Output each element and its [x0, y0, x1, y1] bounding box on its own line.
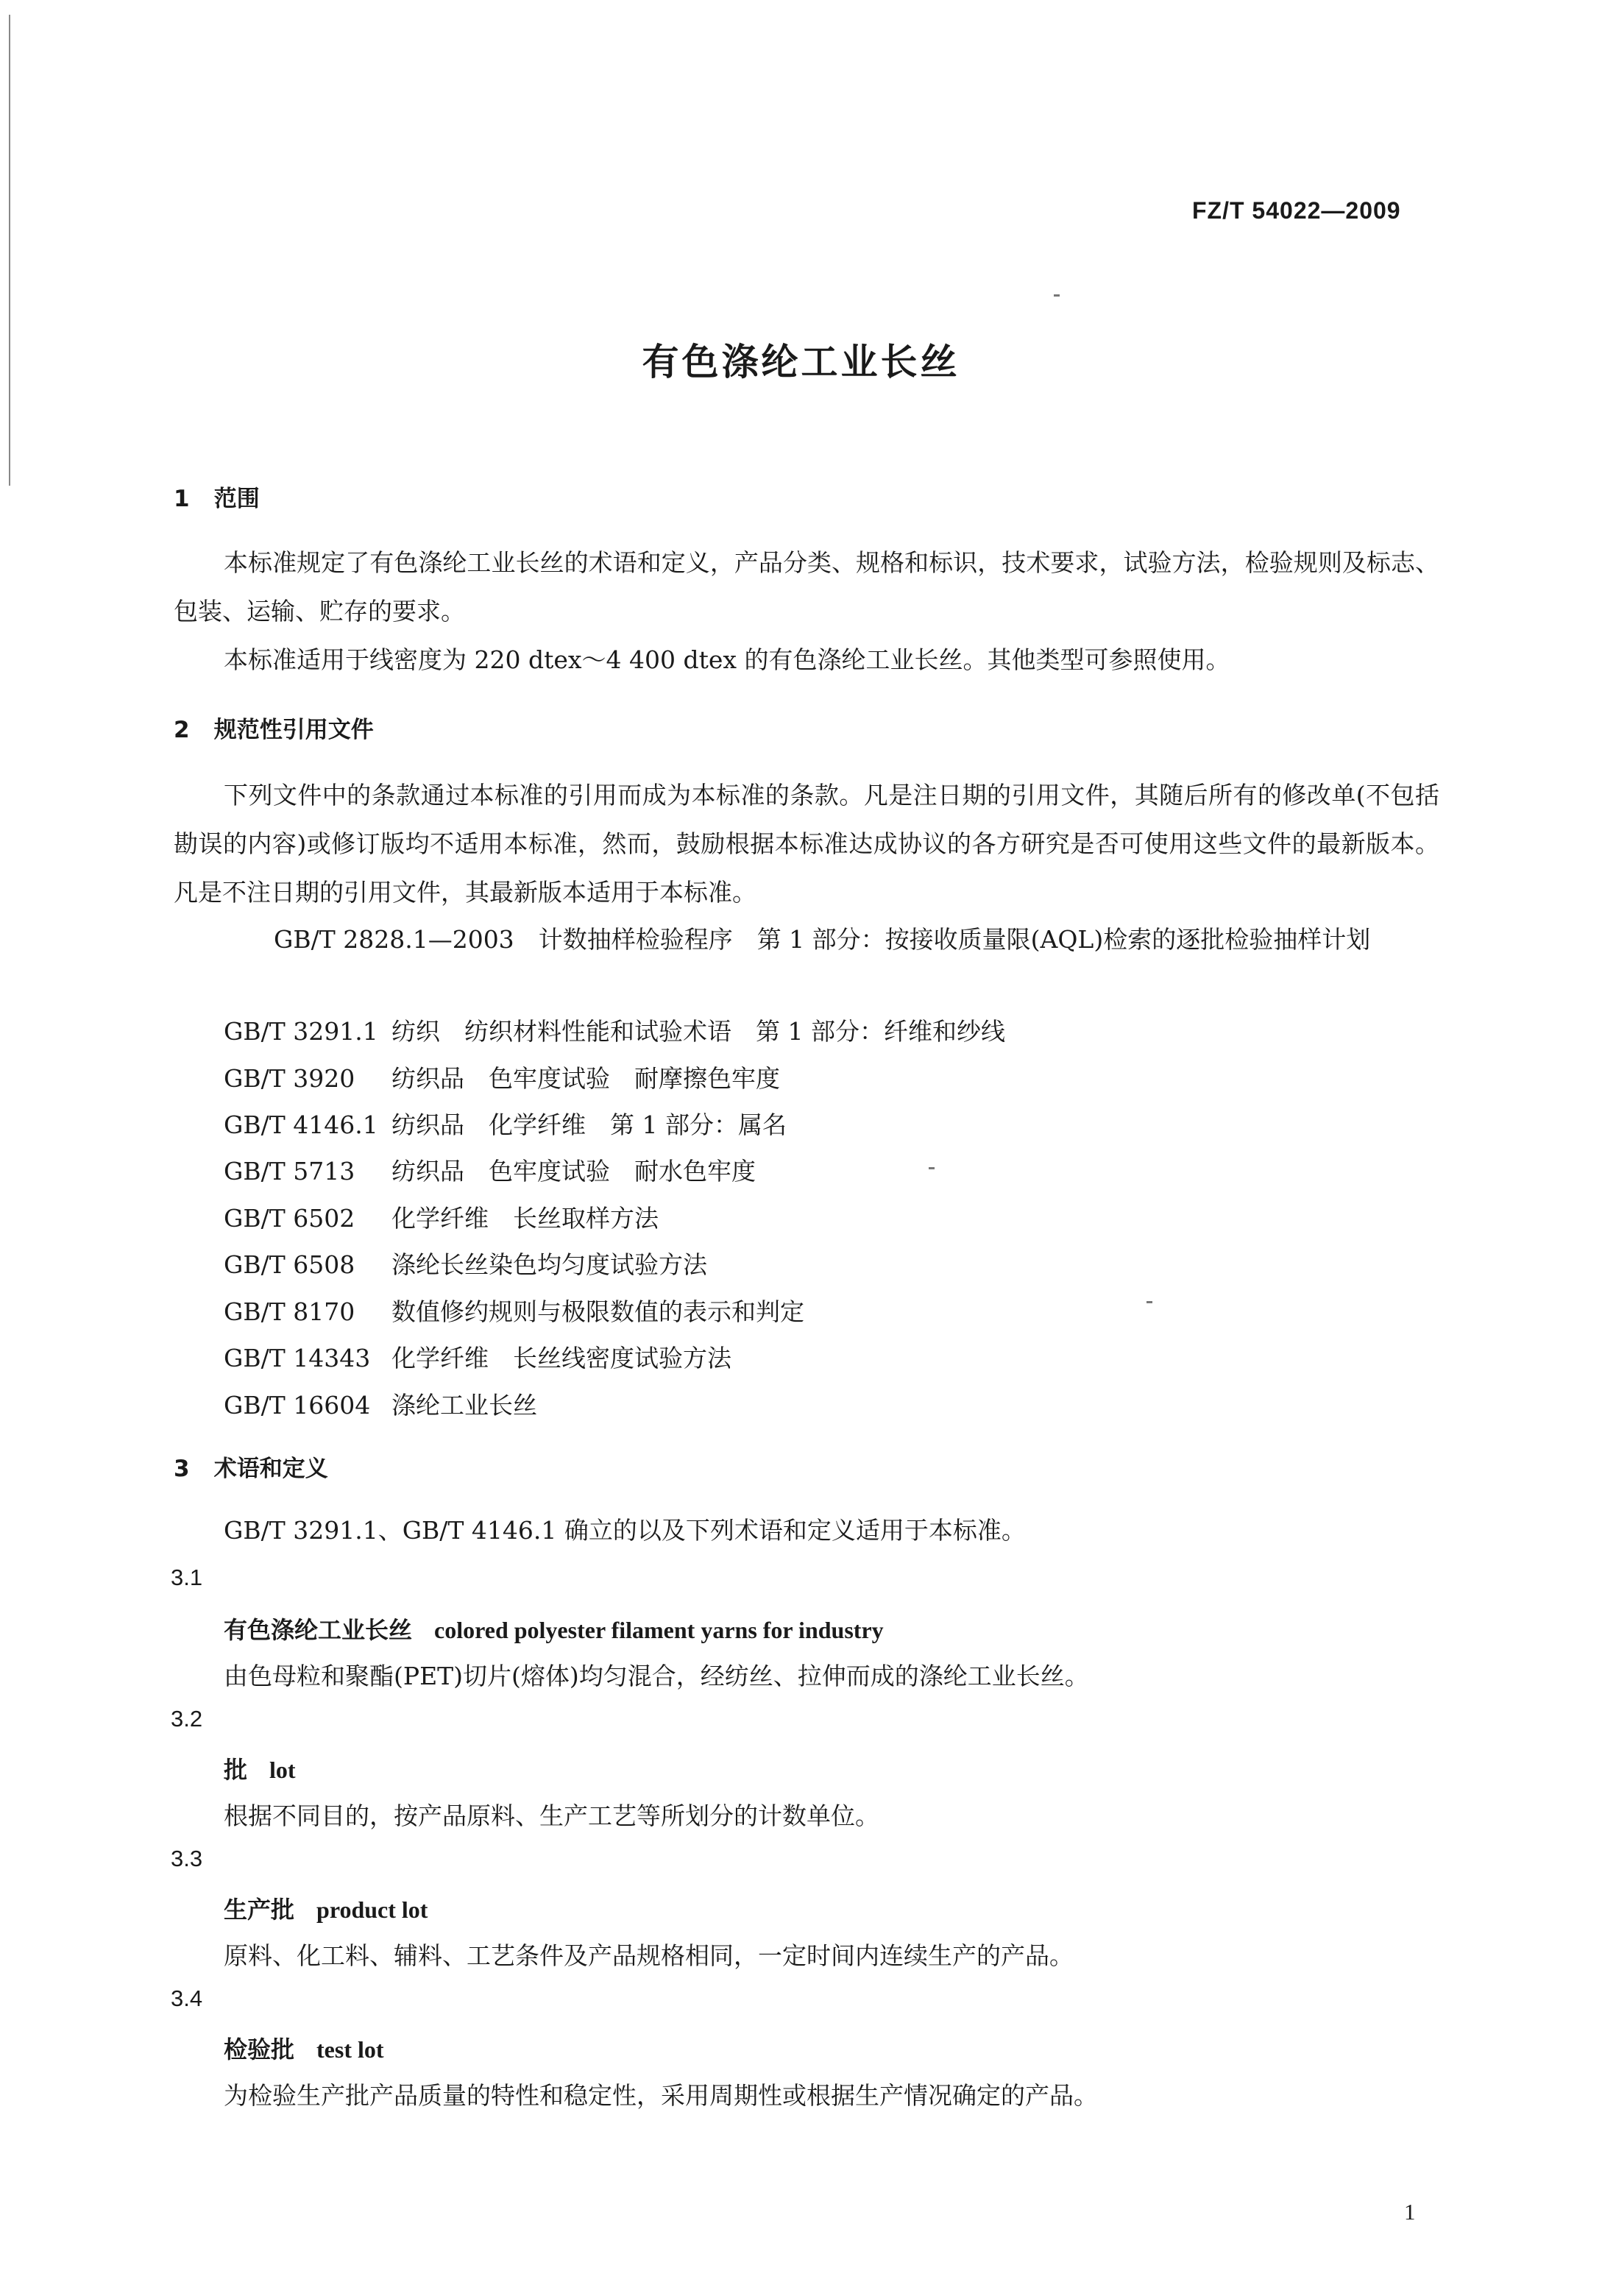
- reference-item: [174, 915, 1439, 964]
- reference-title: 化学纤维 长丝取样方法: [391, 1204, 659, 1233]
- standard-code: FZ/T 54022—2009: [1192, 197, 1401, 224]
- reference-code: GB/T 5713: [224, 1157, 355, 1186]
- reference-title: 纺织品 化学纤维 第 1 部分：属名: [391, 1110, 787, 1139]
- reference-title: 纺织 纺织材料性能和试验术语 第 1 部分：纤维和纱线: [391, 1017, 1005, 1046]
- term-en: lot: [269, 1757, 296, 1783]
- section-heading-normative: [174, 711, 374, 744]
- term-heading: [224, 1751, 296, 1785]
- term-en: colored polyester filament yarns for industry: [434, 1617, 884, 1643]
- term-definition: 根据不同目的，按产品原料、生产工艺等所划分的计数单位。: [224, 1801, 879, 1830]
- page-number: 1: [1404, 2199, 1416, 2225]
- reference-title: 化学纤维 长丝线密度试验方法: [391, 1344, 731, 1372]
- term-heading: [224, 2031, 384, 2065]
- reference-item: [224, 1152, 756, 1187]
- term-number: 3.1: [171, 1565, 203, 1590]
- reference-item: [224, 1106, 787, 1141]
- section-heading-scope: [174, 480, 260, 513]
- scope-paragraph-1: 本标准规定了有色涤纶工业长丝的术语和定义，产品分类、规格和标识，技术要求，试验方法，检验规则及标志、包装、运输、贮存的要求。: [174, 548, 1439, 626]
- reference-item: [224, 1013, 1005, 1047]
- reference-title: 数值修约规则与极限数值的表示和判定: [391, 1297, 804, 1326]
- reference-code: GB/T 16604: [224, 1391, 371, 1420]
- scan-speck: [929, 1167, 935, 1169]
- term-definition: 由色母粒和聚酯(PET)切片(熔体)均匀混合，经纺丝、拉伸而成的涤纶工业长丝。: [224, 1662, 1089, 1690]
- term-zh: 检验批: [224, 2035, 295, 2063]
- reference-title: 纺织品 色牢度试验 耐摩擦色牢度: [391, 1064, 780, 1093]
- section-title: 范围: [213, 486, 260, 512]
- term-number: 3.2: [171, 1706, 203, 1732]
- reference-code: GB/T 4146.1: [224, 1110, 378, 1139]
- reference-item: [224, 1339, 731, 1374]
- reference-item: [224, 1246, 707, 1280]
- term-number: 3.3: [171, 1846, 203, 1871]
- scan-speck: [1054, 294, 1060, 297]
- section-number: 3: [174, 1456, 190, 1482]
- term-heading: [224, 1891, 428, 1925]
- section-heading-terms: [174, 1450, 328, 1483]
- reference-item: [224, 1386, 537, 1421]
- reference-code: GB/T 6508: [224, 1250, 355, 1279]
- reference-code: GB/T 3291.1: [224, 1017, 378, 1046]
- term-heading: [224, 1612, 884, 1645]
- reference-title: 涤纶长丝染色均匀度试验方法: [391, 1250, 707, 1279]
- terms-intro: GB/T 3291.1、GB/T 4146.1 确立的以及下列术语和定义适用于本标准。: [224, 1516, 1026, 1545]
- term-number: 3.4: [171, 1985, 203, 2011]
- section-number: 1: [174, 486, 190, 512]
- term-en: test lot: [316, 2036, 384, 2063]
- term-definition: 原料、化工料、辅料、工艺条件及产品规格相同，一定时间内连续生产的产品。: [224, 1941, 1074, 1970]
- reference-code: GB/T 14343: [224, 1344, 371, 1372]
- reference-title: 涤纶工业长丝: [391, 1391, 537, 1420]
- reference-item: [224, 1060, 780, 1094]
- reference-title: 计数抽样检验程序 第 1 部分：按接收质量限(AQL)检索的逐批检验抽样计划: [538, 925, 1371, 954]
- reference-code: GB/T 8170: [224, 1297, 355, 1326]
- reference-code: GB/T 6502: [224, 1204, 355, 1233]
- reference-code: GB/T 2828.1—2003: [274, 925, 514, 954]
- binding-edge-mark: [9, 15, 10, 486]
- reference-item: [224, 1293, 804, 1328]
- section-title: 规范性引用文件: [213, 717, 374, 743]
- term-definition: 为检验生产批产品质量的特性和稳定性，采用周期性或根据生产情况确定的产品。: [224, 2081, 1098, 2110]
- section-title: 术语和定义: [213, 1456, 328, 1482]
- scan-speck: [1146, 1301, 1152, 1303]
- reference-title: 纺织品 色牢度试验 耐水色牢度: [391, 1157, 756, 1186]
- reference-code: GB/T 3920: [224, 1064, 355, 1093]
- term-en: product lot: [316, 1896, 428, 1923]
- normative-intro-paragraph: 下列文件中的条款通过本标准的引用而成为本标准的条款。凡是注日期的引用文件，其随后所有的修改单(不包括勘误的内容)或修订版均不适用本标准，然而，鼓励根据本标准达成协议的各方研究是否可使用这些文件的最新版本。凡是不注日期的引用文件，其最新版本适用于本标准。: [174, 781, 1439, 907]
- term-zh: 批: [224, 1756, 248, 1784]
- document-title: 有色涤纶工业长丝: [642, 341, 960, 383]
- reference-item: [224, 1200, 659, 1234]
- section-number: 2: [174, 717, 190, 743]
- term-zh: 生产批: [224, 1896, 295, 1924]
- term-zh: 有色涤纶工业长丝: [224, 1616, 413, 1644]
- scope-paragraph-2: 本标准适用于线密度为 220 dtex～4 400 dtex 的有色涤纶工业长丝。其他类型可参照使用。: [224, 645, 1230, 674]
